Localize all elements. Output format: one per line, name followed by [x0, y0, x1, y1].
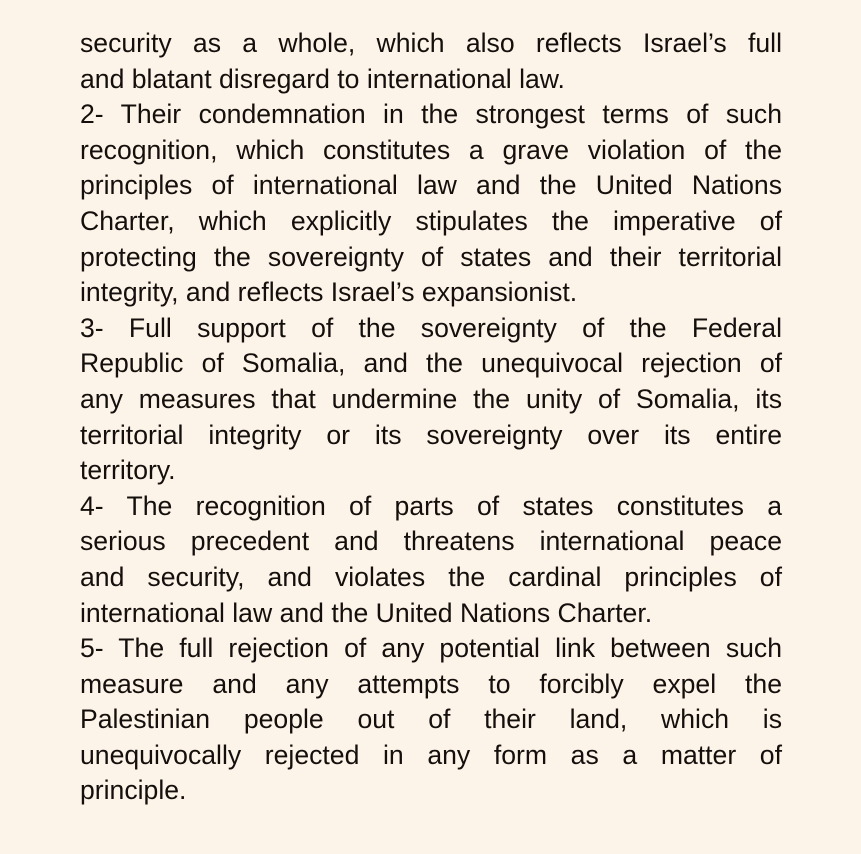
text-line: unequivocally rejected in any form as a matter of [80, 739, 782, 770]
text-line: 5- The full rejection of any potential link between such [80, 633, 782, 664]
paragraph-continuation [80, 26, 782, 97]
text-line: integrity, and reflects Israel’s expansionist. [80, 277, 578, 308]
text-line: and security, and violates the cardinal principles of [80, 561, 782, 592]
text-line: protecting the sovereignty of states and their territorial [80, 241, 782, 272]
list-item-3 [80, 311, 782, 489]
text-line: 3- Full support of the sovereignty of the Federal [80, 312, 782, 343]
text-line: territorial integrity or its sovereignty over its entire [80, 419, 782, 450]
text-line: any measures that undermine the unity of Somalia, its [80, 383, 782, 414]
text-line: measure and any attempts to forcibly expel the [80, 668, 782, 699]
text-line: principles of international law and the United Nations [80, 170, 782, 201]
text-line: 4- The recognition of parts of states constitutes a [80, 490, 782, 521]
text-line: and blatant disregard to international law. [80, 63, 565, 94]
text-line: territory. [80, 455, 176, 486]
text-line: security as a whole, which also reflects Israel’s full [80, 28, 782, 58]
text-line: Republic of Somalia, and the unequivocal rejection of [80, 348, 782, 379]
list-item-4 [80, 489, 782, 631]
text-line: Palestinian people out of their land, which is [80, 704, 782, 735]
document-body [80, 26, 782, 809]
text-line: serious precedent and threatens international peace [80, 526, 782, 557]
list-item-5 [80, 631, 782, 809]
text-line: international law and the United Nations Charter. [80, 597, 653, 628]
text-line: recognition, which constitutes a grave violation of the [80, 134, 782, 165]
text-line: 2- Their condemnation in the strongest terms of such [80, 99, 782, 130]
list-item-2 [80, 97, 782, 311]
text-line: principle. [80, 775, 187, 806]
text-line: Charter, which explicitly stipulates the imperative of [80, 205, 782, 236]
